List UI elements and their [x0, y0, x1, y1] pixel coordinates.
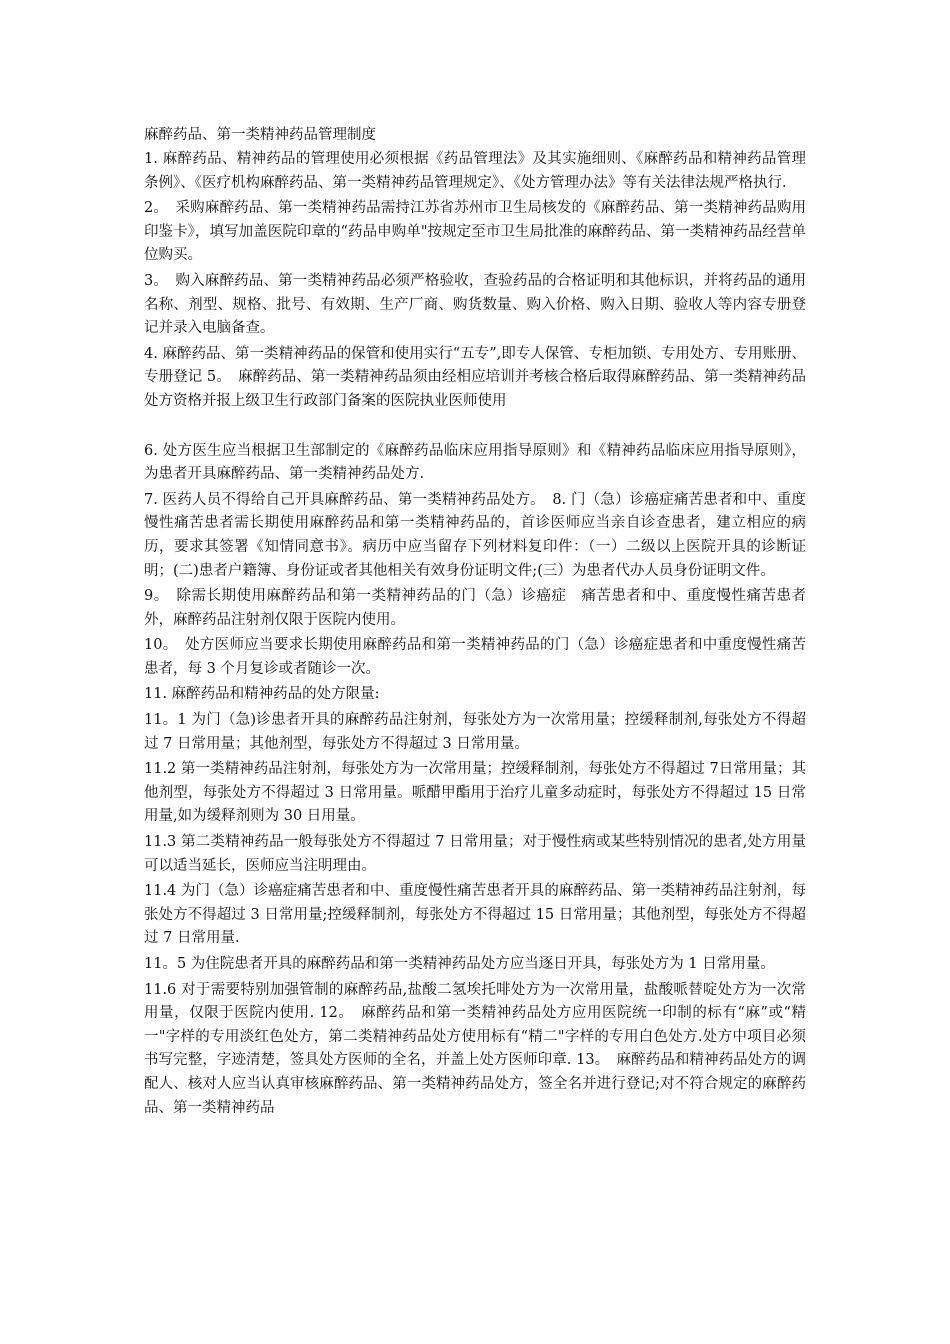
paragraph-7-8: 7. 医药人员不得给自己开具麻醉药品、第一类精神药品处方。 8. 门（急）诊癌症痛苦患者和中、重度慢性痛苦患者需长期使用麻醉药品和第一类精神药品的，首诊医师应当亲自诊查患者，建立相应的病历，要求其签署《知情同意书》。病历中应当留存下列材料复印件：（一）二级以上医院开具的诊断证明；(二)患者户籍簿、身份证或者其他相关有效身份证明文件;(三）为患者代办人员身份证明文件。 [144, 491, 806, 579]
paragraph-11-3: 11.3 第二类精神药品一般每张处方不得超过 7 日常用量；对于慢性病或某些特别情况的患者,处方用量可以适当延长，医师应当注明理由。 [144, 834, 806, 874]
paragraph-11-2: 11.2 第一类精神药品注射剂，每张处方为一次常用量；控缓释制剂，每张处方不得超过 7日常用量；其他剂型，每张处方不得超过 3 日常用量。哌醋甲酯用于治疗儿童多动症时，每张处方不得超过 15 日常用量,如为缓释剂则为 30 日用量。 [144, 761, 806, 825]
paragraph-1: 1. 麻醉药品、精神药品的管理使用必须根据《药品管理法》及其实施细则、《麻醉药品和精神药品管理条例》、《医疗机构麻醉药品、第一类精神药品管理规定》、《处方管理办法》等有关法律法规严格执行. [144, 151, 806, 191]
document-page [144, 124, 806, 1122]
document-title: 麻醉药品、第一类精神药品管理制度 [144, 127, 376, 143]
paragraph-3: 3。 购入麻醉药品、第一类精神药品必须严格验收，查验药品的合格证明和其他标识，并将药品的通用名称、剂型、规格、批号、有效期、生产厂商、购货数量、购入价格、购入日期、验收人等内容专册登记并录入电脑备查。 [144, 272, 806, 337]
paragraph-11-5: 11。5 为住院患者开具的麻醉药品和第一类精神药品处方应当逐日开具，每张处方为 1 日常用量。 [144, 956, 775, 972]
paragraph-2: 2。 采购麻醉药品、第一类精神药品需持江苏省苏州市卫生局核发的《麻醉药品、第一类精神药品购用印鉴卡》，填写加盖医院印章的“药品申购单"按规定至市卫生局批准的麻醉药品、第一类精神药品经营单位购买。 [144, 200, 806, 264]
paragraph-10: 10。 处方医师应当要求长期使用麻醉药品和第一类精神药品的门（急）诊癌症患者和中重度慢性痛苦患者，每 3 个月复诊或者随诊一次。 [144, 637, 806, 677]
paragraph-11: 11. 麻醉药品和精神药品的处方限量: [144, 686, 380, 703]
paragraph-11-1: 11。1 为门（急)诊患者开具的麻醉药品注射剂，每张处方为一次常用量；控缓释制剂,每张处方不得超过 7 日常用量；其他剂型，每张处方不得超过 3 日常用量。 [144, 712, 806, 752]
paragraph-9: 9。 除需长期使用麻醉药品和第一类精神药品的门（急）诊癌症 痛苦患者和中、重度慢性痛苦患者外，麻醉药品注射剂仅限于医院内使用。 [144, 588, 806, 628]
paragraph-11-6-12-13: 11.6 对于需要特别加强管制的麻醉药品,盐酸二氢埃托啡处方为一次常用量，盐酸哌替啶处方为一次常用量，仅限于医院内使用. 12。 麻醉药品和第一类精神药品处方应用医院统一印制的标有“麻”或“精一"字样的专用淡红色处方，第二类精神药品处方使用标有“精二"字样的专用白色处方.处方中项目必须书写完整，字迹清楚，签具处方医师的全名，并盖上处方医师印章. 13。 麻醉药品和精神药品处方的调配人、核对人应当认真审核麻醉药品、第一类精神药品处方，签全名并进行登记;对不符合规定的麻醉药品、第一类精神药品 [144, 981, 806, 1116]
paragraph-4-5: 4. 麻醉药品、第一类精神药品的保管和使用实行“五专”,即专人保管、专柜加锁、专用处方、专用账册、专册登记 5。 麻醉药品、第一类精神药品须由经相应培训并考核合格后取得麻醉药品、第一类精神药品处方资格并报上级卫生行政部门备案的医院执业医师使用 [144, 345, 806, 409]
paragraph-11-4: 11.4 为门（急）诊癌症痛苦患者和中、重度慢性痛苦患者开具的麻醉药品、第一类精神药品注射剂，每张处方不得超过 3 日常用量;控缓释制剂，每张处方不得超过 15 日常用量；其他剂型，每张处方不得超过 7 日常用量. [144, 883, 806, 947]
paragraph-6: 6. 处方医生应当根据卫生部制定的《麻醉药品临床应用指导原则》和《精神药品临床应用指导原则》，为患者开具麻醉药品、第一类精神药品处方. [144, 442, 806, 483]
